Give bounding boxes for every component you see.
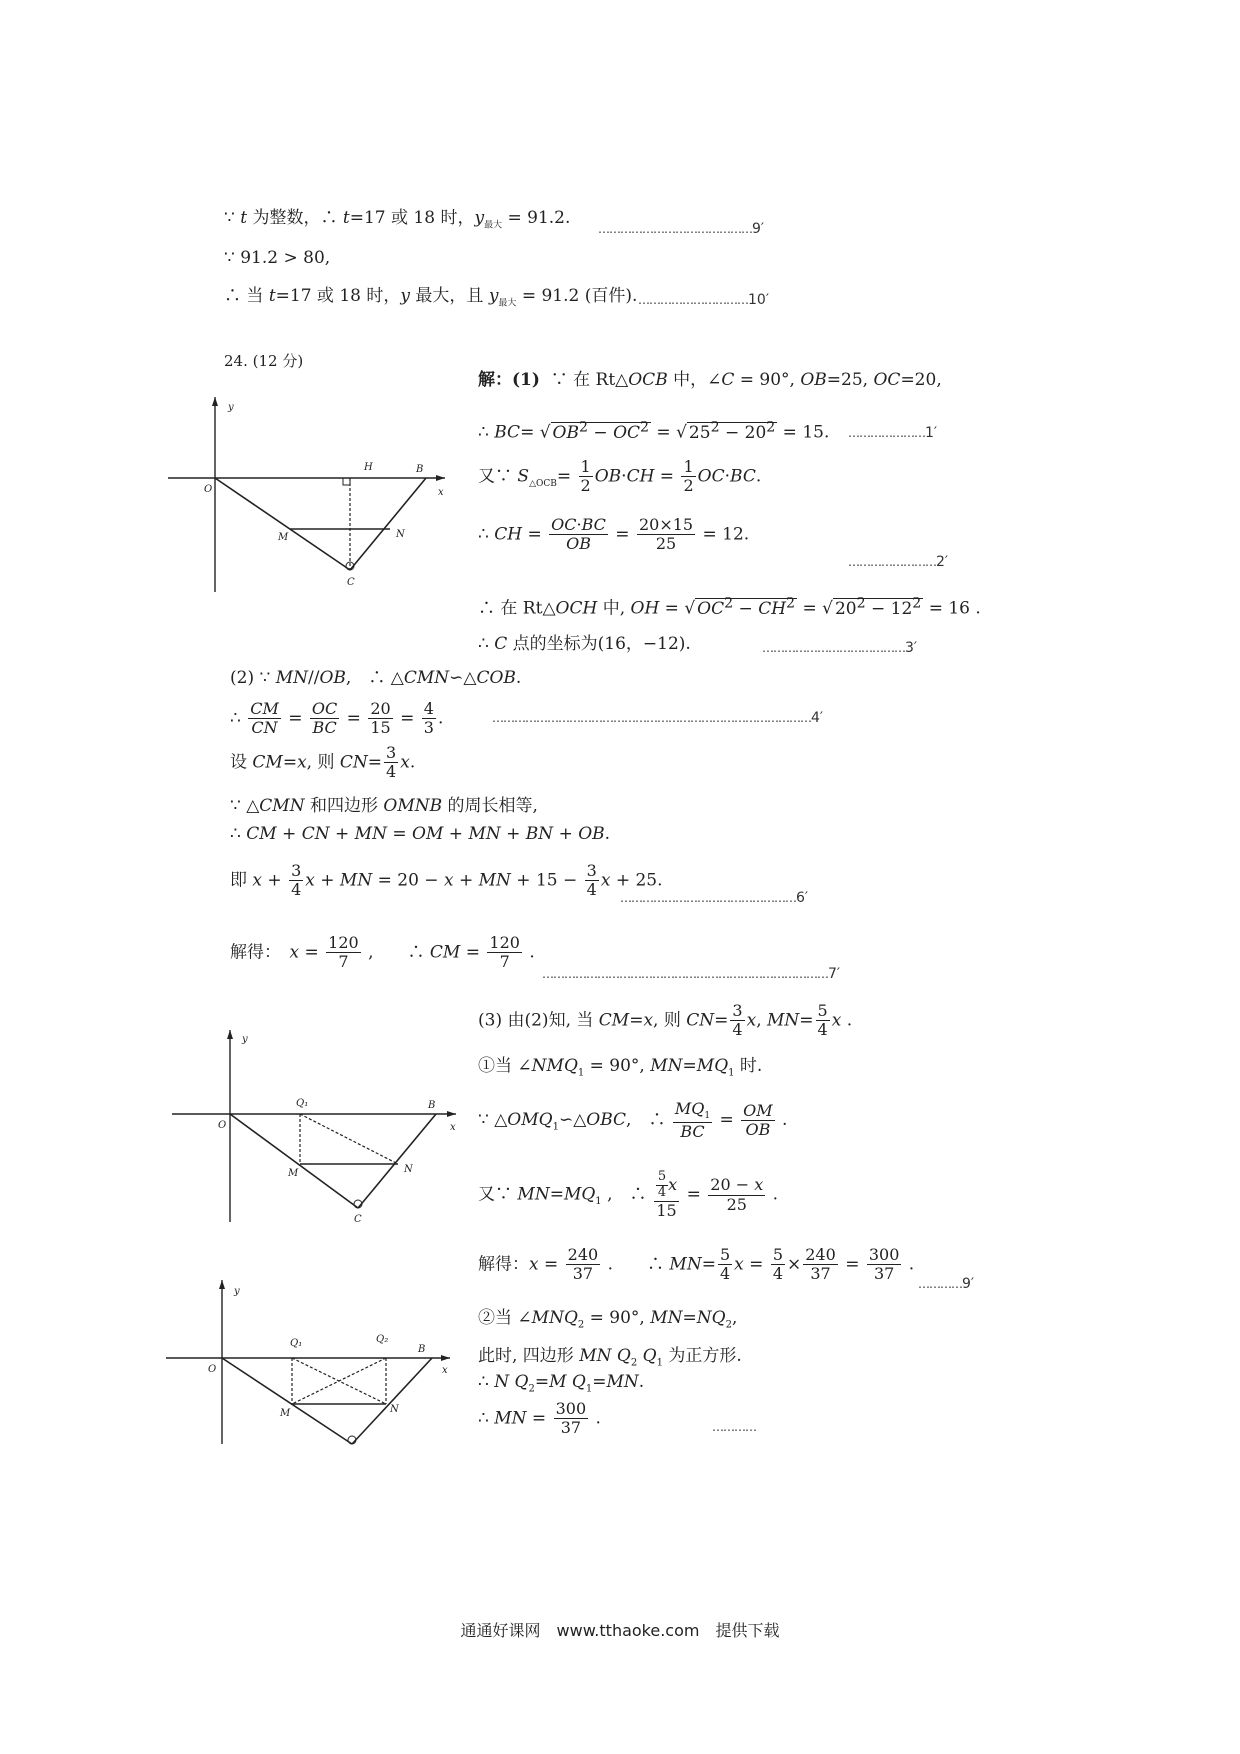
solution-3-case-2: ②当 $\angle MNQ_2 = 90^\circ$, $MN=NQ_2$, bbox=[478, 1308, 738, 1331]
figure-2 bbox=[168, 1026, 468, 1226]
svg-text:Q₁: Q₁ bbox=[296, 1098, 309, 1109]
solution-3-substitute: 又∵ $MN=MQ_1$ , ∴ $\frac{5}{4}$ x 15 = $\frac{20 - x}{25}$ . bbox=[478, 1169, 779, 1220]
solution-1-oh: ∴ 在 Rt△OCH 中, OH = √ $OC^2 - CH^2$ = √ $20^2 - 12^2 = 16$ . bbox=[478, 595, 981, 619]
solution-2-perimeter: ∵ △CMN 和四边形 OMNB 的周长相等, bbox=[230, 796, 538, 816]
solution-2-let: 设 CM=x, 则 CN= $\frac{3}{4}$ x. bbox=[230, 743, 416, 782]
svg-text:M: M bbox=[288, 1168, 299, 1179]
score-leader-2: ……………………2′ bbox=[848, 554, 949, 570]
score-leader-10: …………………………10′ bbox=[638, 292, 769, 308]
figure-1 bbox=[160, 392, 450, 602]
solution-2-sum: ∴ CM + CN + MN = OM + MN + BN + OB. bbox=[230, 824, 611, 844]
solution-2-equation: 即 x + $\frac{3}{4}$ x + MN = 20 − x + MN + 15 − $\frac{3}{4}$ x + 25. bbox=[230, 861, 663, 900]
page-footer: 通通好课网 www.tthaoke.com 提供下载 bbox=[460, 1621, 780, 1640]
svg-text:C: C bbox=[354, 1214, 362, 1225]
score-leader-6: …………………………………………6′ bbox=[620, 890, 809, 906]
svg-text:y: y bbox=[228, 402, 234, 413]
figure-3 bbox=[160, 1276, 460, 1446]
svg-text:Q₂: Q₂ bbox=[376, 1334, 389, 1345]
solution-3-intro: (3) 由(2)知, 当 CM=x, 则 CN= $\frac{3}{4}$ x, MN= $\frac{5}{4}$ x . bbox=[478, 1001, 853, 1040]
svg-text:x: x bbox=[450, 1122, 456, 1133]
conclusion-line-2: ∵ 91.2 > 80, bbox=[224, 248, 331, 268]
svg-text:B: B bbox=[428, 1100, 436, 1111]
svg-text:y: y bbox=[234, 1286, 240, 1297]
svg-text:M: M bbox=[280, 1408, 291, 1419]
solution-3-square: 此时, 四边形 MN $Q_2$ $Q_1$ 为正方形. bbox=[478, 1346, 742, 1369]
svg-text:N: N bbox=[396, 529, 405, 540]
svg-text:M: M bbox=[278, 532, 289, 543]
svg-text:H: H bbox=[364, 462, 373, 473]
svg-text:N: N bbox=[390, 1404, 399, 1415]
solution-1-coordinate: ∴ C 点的坐标为(16，−12). bbox=[478, 634, 691, 654]
score-leader-9: ……………………………………9′ bbox=[598, 221, 765, 237]
svg-text:O: O bbox=[204, 484, 213, 495]
score-leader-9b: …………9′ bbox=[918, 1276, 975, 1292]
solution-1-ch: ∴ CH = $\frac{OC\cdot BC}{OB}$ = $\frac{20\times 15}{25}$ = 12. bbox=[478, 515, 750, 554]
solution-3-result: 解得：x = $\frac{240}{37}$ . ∴ MN= $\frac{5}{4}$ x = $\frac{5}{4}$ × $\frac{240}{37}$ = $\frac{300}{37}$ . bbox=[478, 1245, 915, 1284]
solution-1-intro: 解：(1) ∵ 在 Rt△OCB 中，∠C = 90°, OB=25, OC=20, bbox=[478, 370, 942, 390]
svg-text:B: B bbox=[416, 464, 424, 475]
solution-2-line-1: (2) ∵ MN//OB, ∴ △CMN∽△COB. bbox=[230, 668, 522, 688]
svg-text:Q₁: Q₁ bbox=[290, 1338, 303, 1349]
svg-text:B: B bbox=[418, 1344, 426, 1355]
solution-3-case-1: ①当 $\angle NMQ_1 = 90^\circ$, $MN=MQ_1$ 时. bbox=[478, 1056, 763, 1079]
solution-3-similar: ∵ $\triangle OMQ_1∽\triangle OBC$, ∴ $\frac{MQ_1}{BC}$ = $\frac{OM}{OB}$ . bbox=[478, 1099, 788, 1141]
question-header: 24. (12 分) bbox=[224, 352, 304, 370]
conclusion-line-1: ∵ t 为整数，∴ t=17 或 18 时，$y_{最大} = 91.2$. bbox=[224, 208, 571, 231]
score-leader-final: ………… bbox=[712, 1420, 756, 1434]
svg-text:y: y bbox=[242, 1034, 248, 1045]
score-leader-7: ……………………………………………………………………7′ bbox=[542, 966, 841, 982]
svg-text:C: C bbox=[347, 577, 355, 588]
svg-text:O: O bbox=[208, 1364, 217, 1375]
solution-3-final: ∴ MN = $\frac{300}{37}$ . bbox=[478, 1399, 601, 1438]
solution-2-ratio: ∴ $\frac{CM}{CN}$ = $\frac{OC}{BC}$ = $\frac{20}{15}$ = $\frac{4}{3}$ . bbox=[230, 699, 444, 738]
solution-1-area: 又∵ $S_{\triangle OCB}=$ $\frac{1}{2}$ OB·CH = $\frac{1}{2}$ OC·BC. bbox=[478, 457, 762, 496]
svg-text:N: N bbox=[404, 1164, 413, 1175]
svg-text:x: x bbox=[442, 1365, 448, 1376]
solution-3-equal: ∴ N $Q_2=M$ $Q_1=MN$. bbox=[478, 1372, 645, 1395]
conclusion-line-3: ∴ 当 t=17 或 18 时，y 最大，且 $y_{最大} = 91.2$ (百件). bbox=[224, 286, 638, 309]
solution-2-result: 解得： x = $\frac{120}{7}$ , ∴ CM = $\frac{120}{7}$ . bbox=[230, 933, 535, 972]
svg-text:O: O bbox=[218, 1120, 227, 1131]
score-leader-4: ……………………………………………………………………………4′ bbox=[492, 710, 824, 726]
score-leader-3: …………………………………3′ bbox=[762, 640, 918, 656]
score-leader-1: …………………1′ bbox=[848, 425, 938, 441]
svg-text:x: x bbox=[438, 487, 444, 498]
solution-1-bc: ∴ BC= √ $OB^2 - OC^2$ = √ $25^2 - 20^2 = 15$. bbox=[478, 419, 830, 443]
